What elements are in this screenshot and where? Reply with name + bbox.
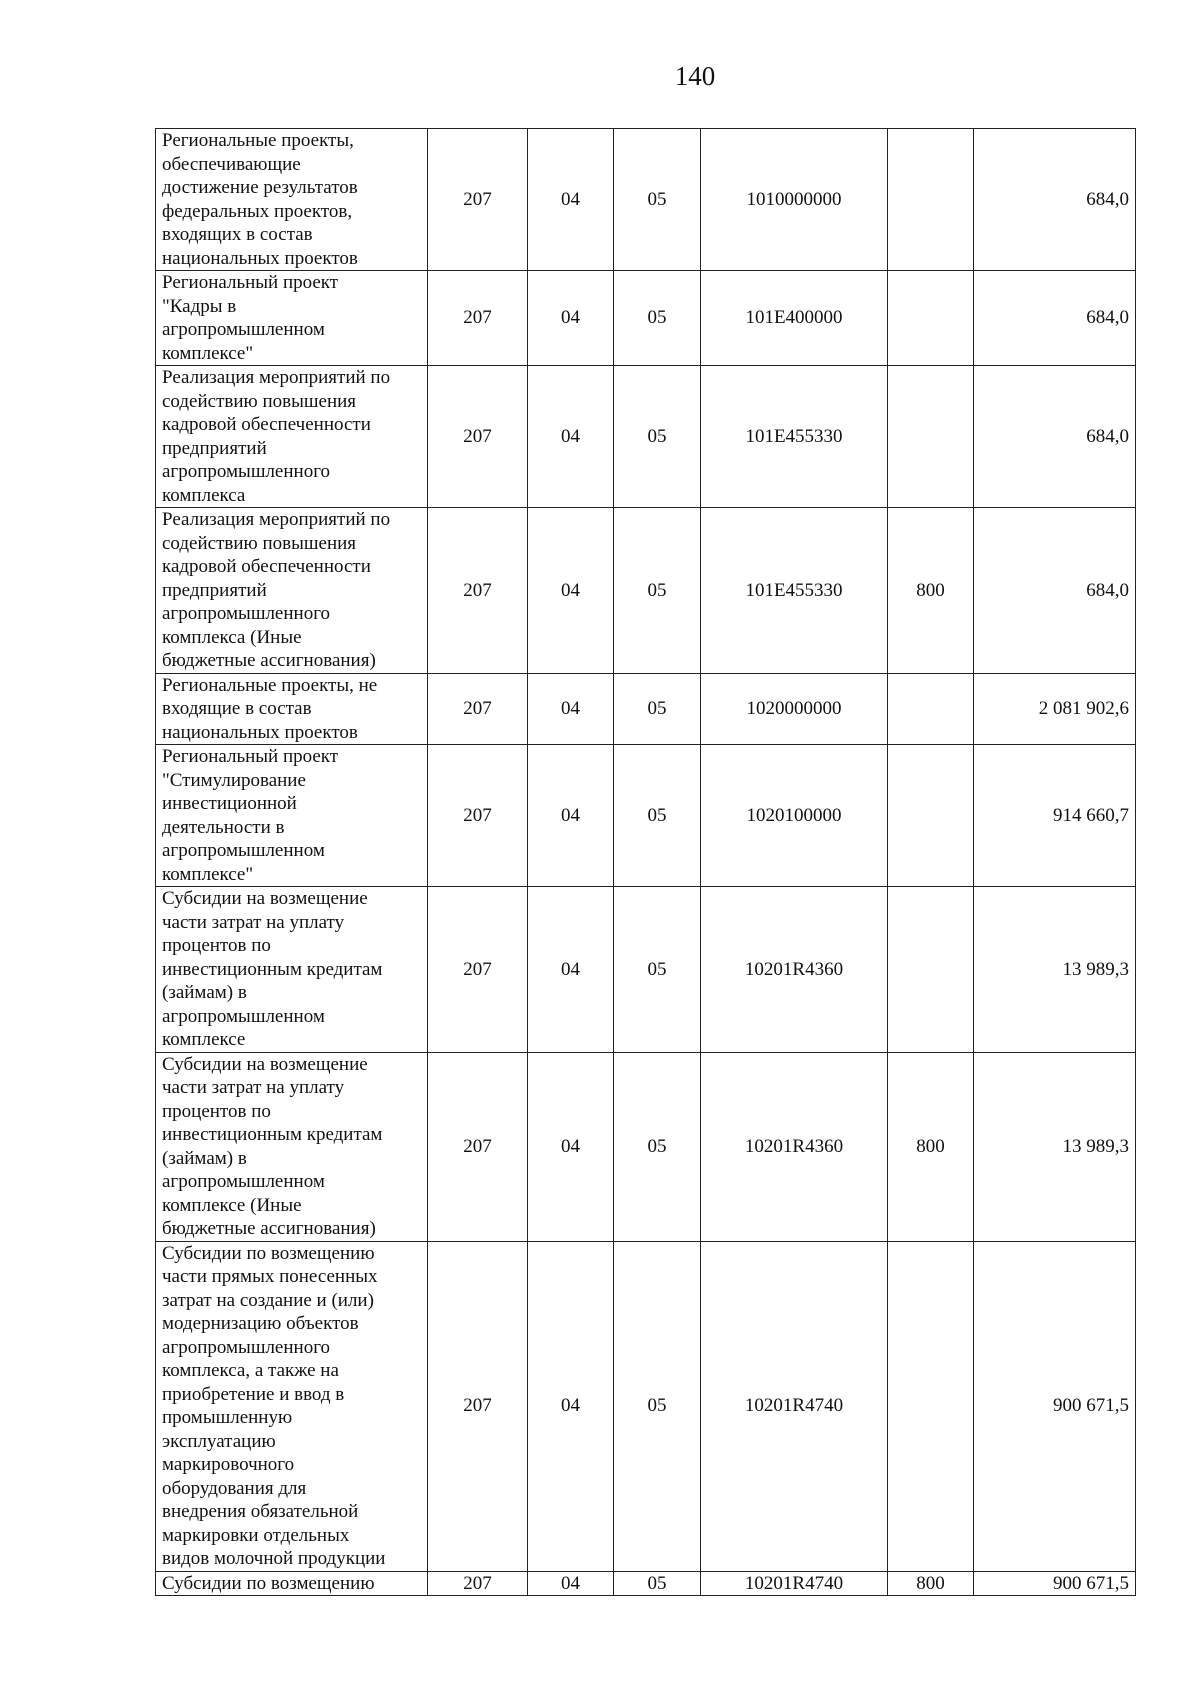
amount-cell: 684,0 (974, 129, 1136, 271)
table-row (156, 1241, 1136, 1571)
amount-cell: 13 989,3 (974, 887, 1136, 1053)
expense-type-cell (888, 887, 974, 1053)
table-row (156, 271, 1136, 366)
table-row (156, 508, 1136, 674)
table-row (156, 366, 1136, 508)
target-article-cell: 1010000000 (701, 129, 888, 271)
ministry-cell: 207 (428, 887, 528, 1053)
target-article-cell: 101E455330 (701, 366, 888, 508)
target-article-cell: 1020100000 (701, 745, 888, 887)
section-cell: 04 (528, 1052, 614, 1241)
row-name-cell: Субсидии по возмещению (156, 1571, 428, 1596)
subsection-cell: 05 (614, 1571, 701, 1596)
row-name-cell: Региональный проект "Стимулирование инвестиционной деятельности в агропромышленном комплексе" (156, 745, 428, 887)
ministry-cell: 207 (428, 1241, 528, 1571)
row-name-cell: Региональные проекты, обеспечивающие достижение результатов федеральных проектов, входящих в состав национальных проектов (156, 129, 428, 271)
row-name-cell: Субсидии на возмещение части затрат на уплату процентов по инвестиционным кредитам (займам) в агропромышленном комплексе (Иные бюджетные ассигнования) (156, 1052, 428, 1241)
subsection-cell: 05 (614, 1052, 701, 1241)
row-name-cell: Реализация мероприятий по содействию повышения кадровой обеспеченности предприятий агропромышленного комплекса (156, 366, 428, 508)
page-number: 140 (674, 61, 716, 91)
amount-cell: 684,0 (974, 271, 1136, 366)
table-row (156, 673, 1136, 745)
subsection-cell: 05 (614, 271, 701, 366)
section-cell: 04 (528, 745, 614, 887)
table-row (156, 887, 1136, 1053)
expense-type-cell (888, 271, 974, 366)
row-name-cell: Субсидии по возмещению части прямых понесенных затрат на создание и (или) модернизацию объектов агропромышленного комплекса, а также на приобретение и ввод в промышленную эксплуатацию маркировочного оборудования для внедрения обязательной маркировки отдельных видов молочной продукции (156, 1241, 428, 1571)
row-name-cell: Субсидии на возмещение части затрат на уплату процентов по инвестиционным кредитам (займам) в агропромышленном комплексе (156, 887, 428, 1053)
ministry-cell: 207 (428, 1571, 528, 1596)
section-cell: 04 (528, 271, 614, 366)
expense-type-cell: 800 (888, 508, 974, 674)
expense-type-cell: 800 (888, 1571, 974, 1596)
amount-cell: 914 660,7 (974, 745, 1136, 887)
ministry-cell: 207 (428, 508, 528, 674)
table-row (156, 129, 1136, 271)
amount-cell: 684,0 (974, 508, 1136, 674)
target-article-cell: 1020000000 (701, 673, 888, 745)
subsection-cell: 05 (614, 508, 701, 674)
expense-type-cell (888, 673, 974, 745)
subsection-cell: 05 (614, 129, 701, 271)
row-name-cell: Региональный проект "Кадры в агропромышленном комплексе" (156, 271, 428, 366)
section-cell: 04 (528, 129, 614, 271)
expense-type-cell (888, 366, 974, 508)
subsection-cell: 05 (614, 887, 701, 1053)
amount-cell: 684,0 (974, 366, 1136, 508)
amount-cell: 2 081 902,6 (974, 673, 1136, 745)
section-cell: 04 (528, 366, 614, 508)
section-cell: 04 (528, 673, 614, 745)
expense-type-cell (888, 129, 974, 271)
target-article-cell: 10201R4740 (701, 1241, 888, 1571)
expense-type-cell (888, 745, 974, 887)
ministry-cell: 207 (428, 673, 528, 745)
amount-cell: 900 671,5 (974, 1571, 1136, 1596)
ministry-cell: 207 (428, 366, 528, 508)
table-row (156, 1571, 1136, 1596)
ministry-cell: 207 (428, 271, 528, 366)
row-name-cell: Реализация мероприятий по содействию повышения кадровой обеспеченности предприятий агропромышленного комплекса (Иные бюджетные ассигнования) (156, 508, 428, 674)
subsection-cell: 05 (614, 673, 701, 745)
expense-type-cell (888, 1241, 974, 1571)
table-row (156, 745, 1136, 887)
target-article-cell: 10201R4360 (701, 887, 888, 1053)
section-cell: 04 (528, 1571, 614, 1596)
amount-cell: 900 671,5 (974, 1241, 1136, 1571)
ministry-cell: 207 (428, 129, 528, 271)
target-article-cell: 10201R4360 (701, 1052, 888, 1241)
expense-type-cell: 800 (888, 1052, 974, 1241)
ministry-cell: 207 (428, 1052, 528, 1241)
amount-cell: 13 989,3 (974, 1052, 1136, 1241)
table-row (156, 1052, 1136, 1241)
subsection-cell: 05 (614, 366, 701, 508)
row-name-cell: Региональные проекты, не входящие в состав национальных проектов (156, 673, 428, 745)
budget-table-body (156, 129, 1136, 1596)
subsection-cell: 05 (614, 1241, 701, 1571)
section-cell: 04 (528, 508, 614, 674)
target-article-cell: 101E455330 (701, 508, 888, 674)
budget-table (155, 128, 1136, 1596)
subsection-cell: 05 (614, 745, 701, 887)
section-cell: 04 (528, 1241, 614, 1571)
ministry-cell: 207 (428, 745, 528, 887)
target-article-cell: 101E400000 (701, 271, 888, 366)
section-cell: 04 (528, 887, 614, 1053)
target-article-cell: 10201R4740 (701, 1571, 888, 1596)
